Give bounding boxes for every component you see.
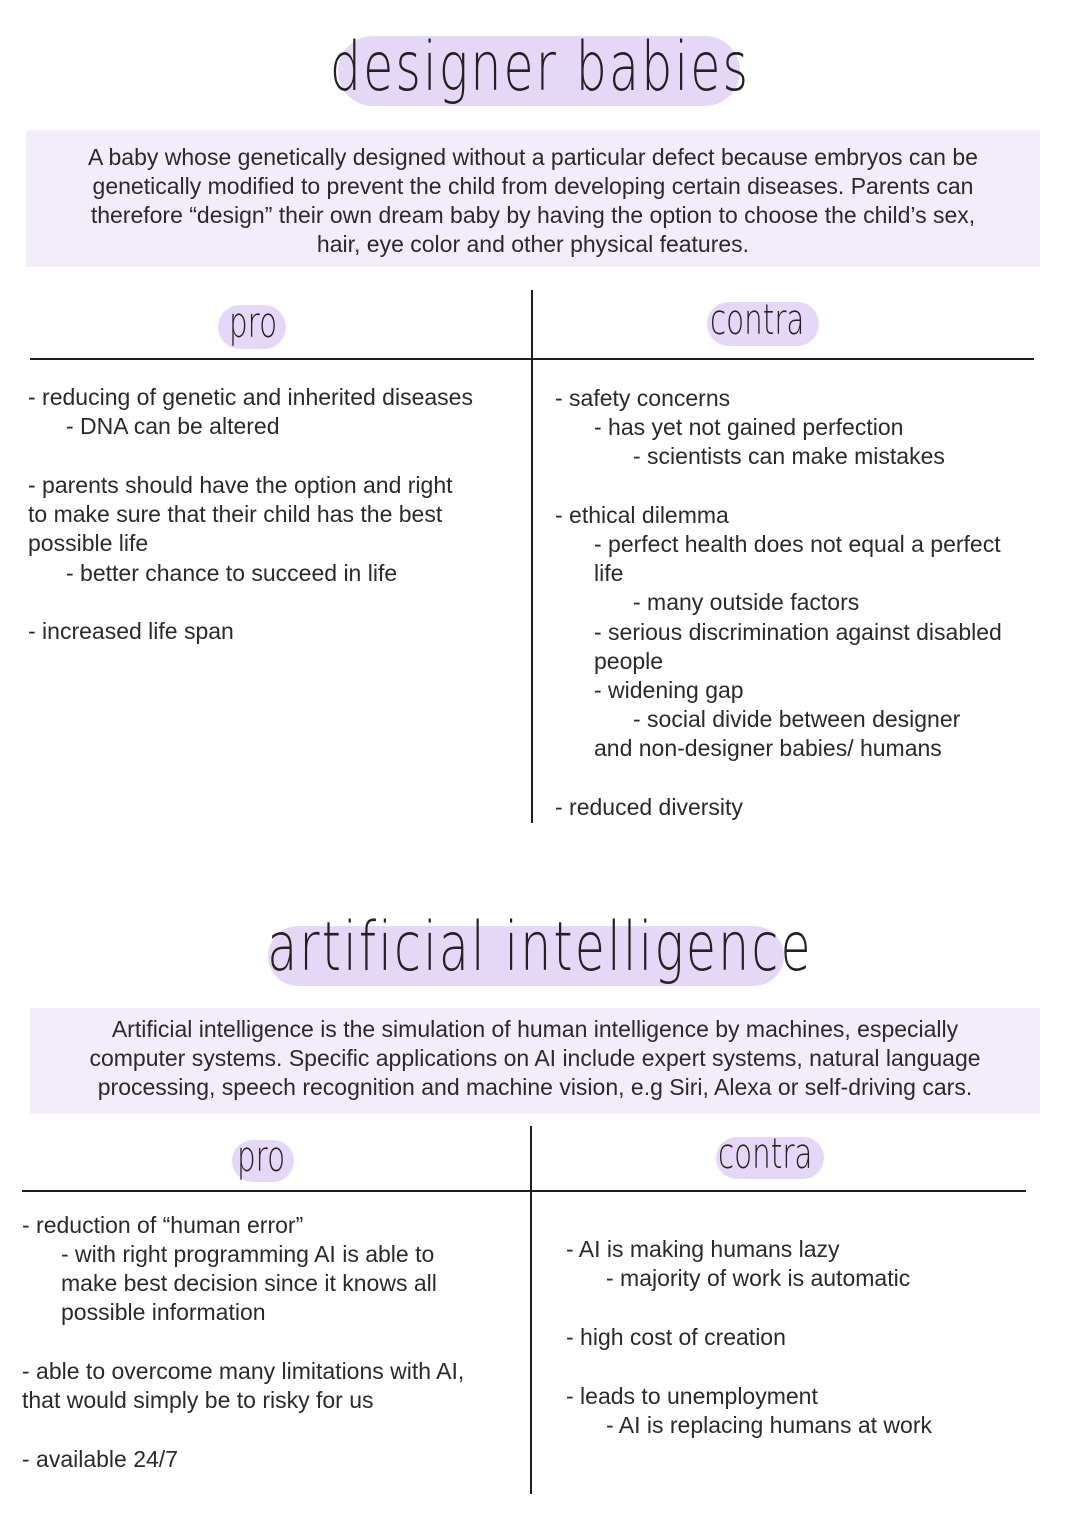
definition-line: Artificial intelligence is the simulation of human intelligence by machines, especially (111, 1016, 959, 1042)
table-divider-horizontal (22, 1190, 1026, 1192)
pro-item: - increased life span (28, 618, 234, 644)
contra-item: - reduced diversity (555, 794, 743, 820)
contra-subitem: - AI is replacing humans at work (606, 1412, 932, 1438)
definition-line: genetically modified to prevent the child from developing certain diseases. Parents can (92, 173, 974, 199)
contra-item: - leads to unemployment (566, 1383, 818, 1409)
contra-subitem: - widening gap (594, 677, 744, 703)
section-title-artificial-intelligence: artificial intelligence (267, 908, 813, 987)
contra-subitem: - social divide between designer (633, 706, 961, 732)
pro-item: - able to overcome many limitations with AI, (22, 1358, 465, 1384)
contra-item: - high cost of creation (566, 1324, 786, 1350)
table-divider-vertical (530, 1126, 532, 1494)
contra-subitem: - has yet not gained perfection (594, 414, 904, 440)
contra-item: - safety concerns (555, 385, 731, 411)
pro-subitem: make best decision since it knows all (61, 1270, 437, 1296)
pro-subitem: - DNA can be altered (66, 413, 280, 439)
contra-item: - AI is making humans lazy (566, 1236, 840, 1262)
pro-subitem: - better chance to succeed in life (66, 560, 398, 586)
pro-heading: pro (237, 1132, 286, 1181)
section-title-designer-babies: designer babies (329, 28, 751, 107)
definition-line: hair, eye color and other physical features. (316, 231, 750, 257)
pro-subitem: possible information (61, 1299, 266, 1325)
table-divider-vertical (531, 290, 533, 823)
contra-subitem: and non-designer babies/ humans (594, 735, 942, 761)
definition-line: processing, speech recognition and machine vision, e.g Siri, Alexa or self-driving cars. (97, 1074, 973, 1100)
pro-item: - parents should have the option and right (28, 472, 453, 498)
definition-line: computer systems. Specific applications on AI include expert systems, natural language (89, 1045, 981, 1071)
pro-item: - reducing of genetic and inherited diseases (28, 384, 473, 410)
definition-line: A baby whose genetically designed without a particular defect because embryos can be (88, 144, 978, 170)
definition-line: therefore “design” their own dream baby by having the option to choose the child’s sex, (90, 202, 976, 228)
pro-item: possible life (28, 530, 149, 556)
pro-heading: pro (229, 298, 278, 347)
contra-heading: contra (718, 1129, 813, 1178)
contra-subitem: - perfect health does not equal a perfect (594, 531, 1001, 557)
pro-item: - reduction of “human error” (22, 1212, 304, 1238)
contra-subitem: life (594, 560, 624, 586)
contra-heading: contra (710, 295, 805, 344)
contra-subitem: people (594, 648, 664, 674)
pro-item: - available 24/7 (22, 1446, 178, 1472)
contra-subitem: - serious discrimination against disabled (594, 619, 1002, 645)
pro-item: to make sure that their child has the best (28, 501, 443, 527)
definition-designer-babies (26, 130, 1040, 267)
contra-subitem: - many outside factors (633, 589, 860, 615)
definition-artificial-intelligence (30, 1008, 1040, 1114)
pro-subitem: - with right programming AI is able to (61, 1241, 435, 1267)
pro-item: that would simply be to risky for us (22, 1387, 374, 1413)
contra-subitem: - majority of work is automatic (606, 1265, 911, 1291)
contra-item: - ethical dilemma (555, 502, 729, 528)
contra-subitem: - scientists can make mistakes (633, 443, 945, 469)
